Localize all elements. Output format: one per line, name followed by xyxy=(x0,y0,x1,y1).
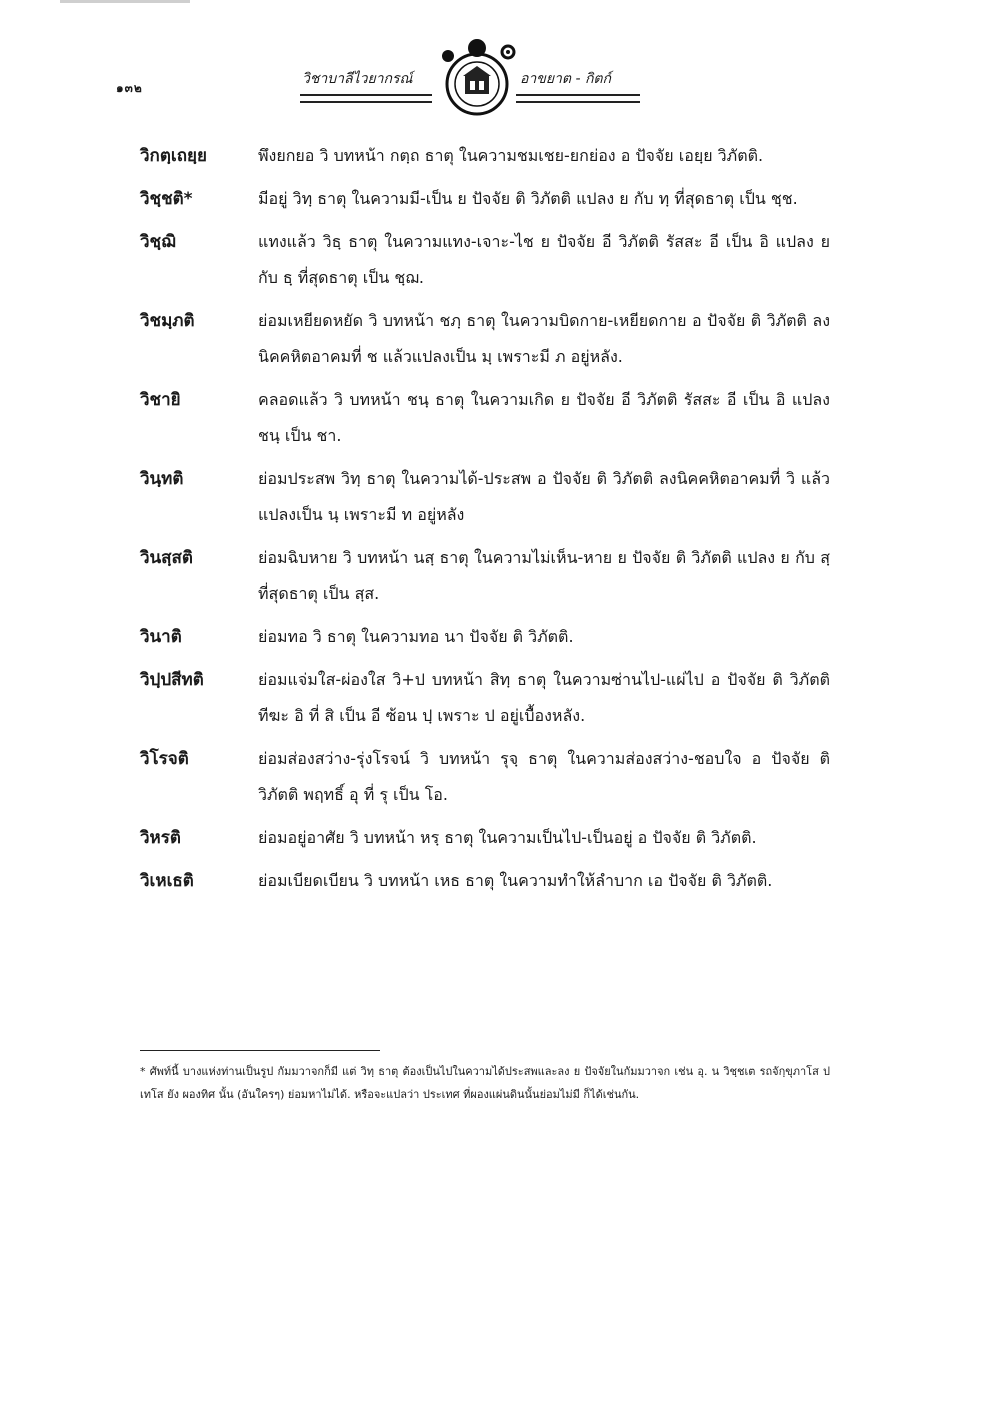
entry-term: วิชฺชติ* xyxy=(140,189,193,209)
glossary-entry xyxy=(140,461,830,533)
glossary-entry xyxy=(140,820,830,856)
page-number: ๑๓๒ xyxy=(116,81,143,95)
glossary-entry xyxy=(140,863,830,899)
entry-definition: ย่อมฉิบหาย วิ บทหน้า นสฺ ธาตุ ในความไม่เห็น-หาย ย ปัจจัย ติ วิภัตติ แปลง ย กับ สฺ ที่สุดธาตุ เป็น สฺส. xyxy=(258,548,830,603)
title-underline-left xyxy=(300,94,432,103)
entry-term: วิเหเธติ xyxy=(140,871,194,891)
entry-term: วินสฺสติ xyxy=(140,548,193,568)
entry-term: วินฺทติ xyxy=(140,469,184,489)
entry-term: วิชฺฌิ xyxy=(140,232,176,252)
entry-term: วิหรติ xyxy=(140,828,181,848)
entry-definition: คลอดแล้ว วิ บทหน้า ชนฺ ธาตุ ในความเกิด ย ปัจจัย อี วิภัตติ รัสสะ อี เป็น อิ แปลง ชนฺ เป็น ชา. xyxy=(258,390,830,445)
running-title-right: อาขยาต - กิตก์ xyxy=(520,71,611,87)
footnote: * ศัพท์นี้ บางแห่งท่านเป็นรูป กัมมวาจกก็มี แต่ วิทฺ ธาตุ ต้องเป็นไปในความได้ประสพและลง ย ปัจจัยในกัมมวาจก เช่น อุ. น วิชฺชเต รถจักฺขุภาโส ปเทโส ยัง ผองทิศ นั้น (อันใครๆ) ย่อมหาไม่ได้. หรือจะแปลว่า ประเทศ ที่ผองแผ่นดินนั้นย่อมไม่มี ก็ได้เช่นกัน. xyxy=(140,1065,830,1101)
glossary-entry xyxy=(140,662,830,734)
entry-definition: ย่อมส่องสว่าง-รุ่งโรจน์ วิ บทหน้า รุจฺ ธาตุ ในความส่องสว่าง-ชอบใจ อ ปัจจัย ติ วิภัตติ พฤทธิ์ อุ ที่ รุ เป็น โอ. xyxy=(258,749,830,804)
entry-term: วิกตฺเถยฺย xyxy=(140,146,207,166)
entry-term: วิชายิ xyxy=(140,390,181,410)
entry-term: วิปฺปสีทติ xyxy=(140,670,204,690)
entry-definition: ย่อมทอ วิ ธาตุ ในความทอ นา ปัจจัย ติ วิภัตติ. xyxy=(258,627,574,646)
entry-definition: ย่อมอยู่อาศัย วิ บทหน้า หรฺ ธาตุ ในความเป็นไป-เป็นอยู่ อ ปัจจัย ติ วิภัตติ. xyxy=(258,828,757,847)
glossary-entry xyxy=(140,382,830,454)
entry-term: วิโรจติ xyxy=(140,749,189,769)
entry-term: วิชมฺภติ xyxy=(140,311,195,331)
entry-definition: ย่อมเบียดเบียน วิ บทหน้า เหธ ธาตุ ในความทำให้ลำบาก เอ ปัจจัย ติ วิภัตติ. xyxy=(258,871,773,890)
glossary-entry xyxy=(140,224,830,296)
title-underline-right xyxy=(516,94,640,103)
entry-definition: ย่อมแจ่มใส-ผ่องใส วิ+ป บทหน้า สิทฺ ธาตุ ในความซ่านไป-แผ่ไป อ ปัจจัย ติ วิภัตติ ทีฆะ อิ ที่ สิ เป็น อี ซ้อน ปฺ เพราะ ป อยู่เบื้องหลัง. xyxy=(258,670,830,725)
emblem-icon xyxy=(434,36,520,122)
entry-term: วินาติ xyxy=(140,627,182,647)
entry-definition: พึงยกยอ วิ บทหน้า กตฺถ ธาตุ ในความชมเชย-ยกย่อง อ ปัจจัย เอยฺย วิภัตติ. xyxy=(258,146,764,165)
glossary-entries xyxy=(140,138,830,906)
running-title-left: วิชาบาลีไวยากรณ์ xyxy=(302,71,413,87)
glossary-entry xyxy=(140,303,830,375)
glossary-entry xyxy=(140,619,830,655)
glossary-entry xyxy=(140,138,830,174)
entry-definition: มีอยู่ วิทฺ ธาตุ ในความมี-เป็น ย ปัจจัย ติ วิภัตติ แปลง ย กับ ทฺ ที่สุดธาตุ เป็น ชฺช. xyxy=(258,189,798,208)
entry-definition: ย่อมเหยียดหยัด วิ บทหน้า ชภฺ ธาตุ ในความบิดกาย-เหยียดกาย อ ปัจจัย ติ วิภัตติ ลงนิคคหิตอาคมที่ ช แล้วแปลงเป็น มฺ เพราะมี ภ อยู่หลัง. xyxy=(258,311,830,366)
glossary-entry xyxy=(140,181,830,217)
entry-definition: ย่อมประสพ วิทฺ ธาตุ ในความได้-ประสพ อ ปัจจัย ติ วิภัตติ ลงนิคคหิตอาคมที่ วิ แล้วแปลงเป็น นฺ เพราะมี ท อยู่หลัง xyxy=(258,469,830,524)
glossary-entry xyxy=(140,540,830,612)
page-header xyxy=(0,0,1000,130)
footnote-divider xyxy=(140,1050,380,1051)
glossary-entry xyxy=(140,741,830,813)
entry-definition: แทงแล้ว วิธฺ ธาตุ ในความแทง-เจาะ-ไช ย ปัจจัย อี วิภัตติ รัสสะ อี เป็น อิ แปลง ย กับ ธฺ ที่สุดธาตุ เป็น ชฺฌ. xyxy=(258,232,830,287)
